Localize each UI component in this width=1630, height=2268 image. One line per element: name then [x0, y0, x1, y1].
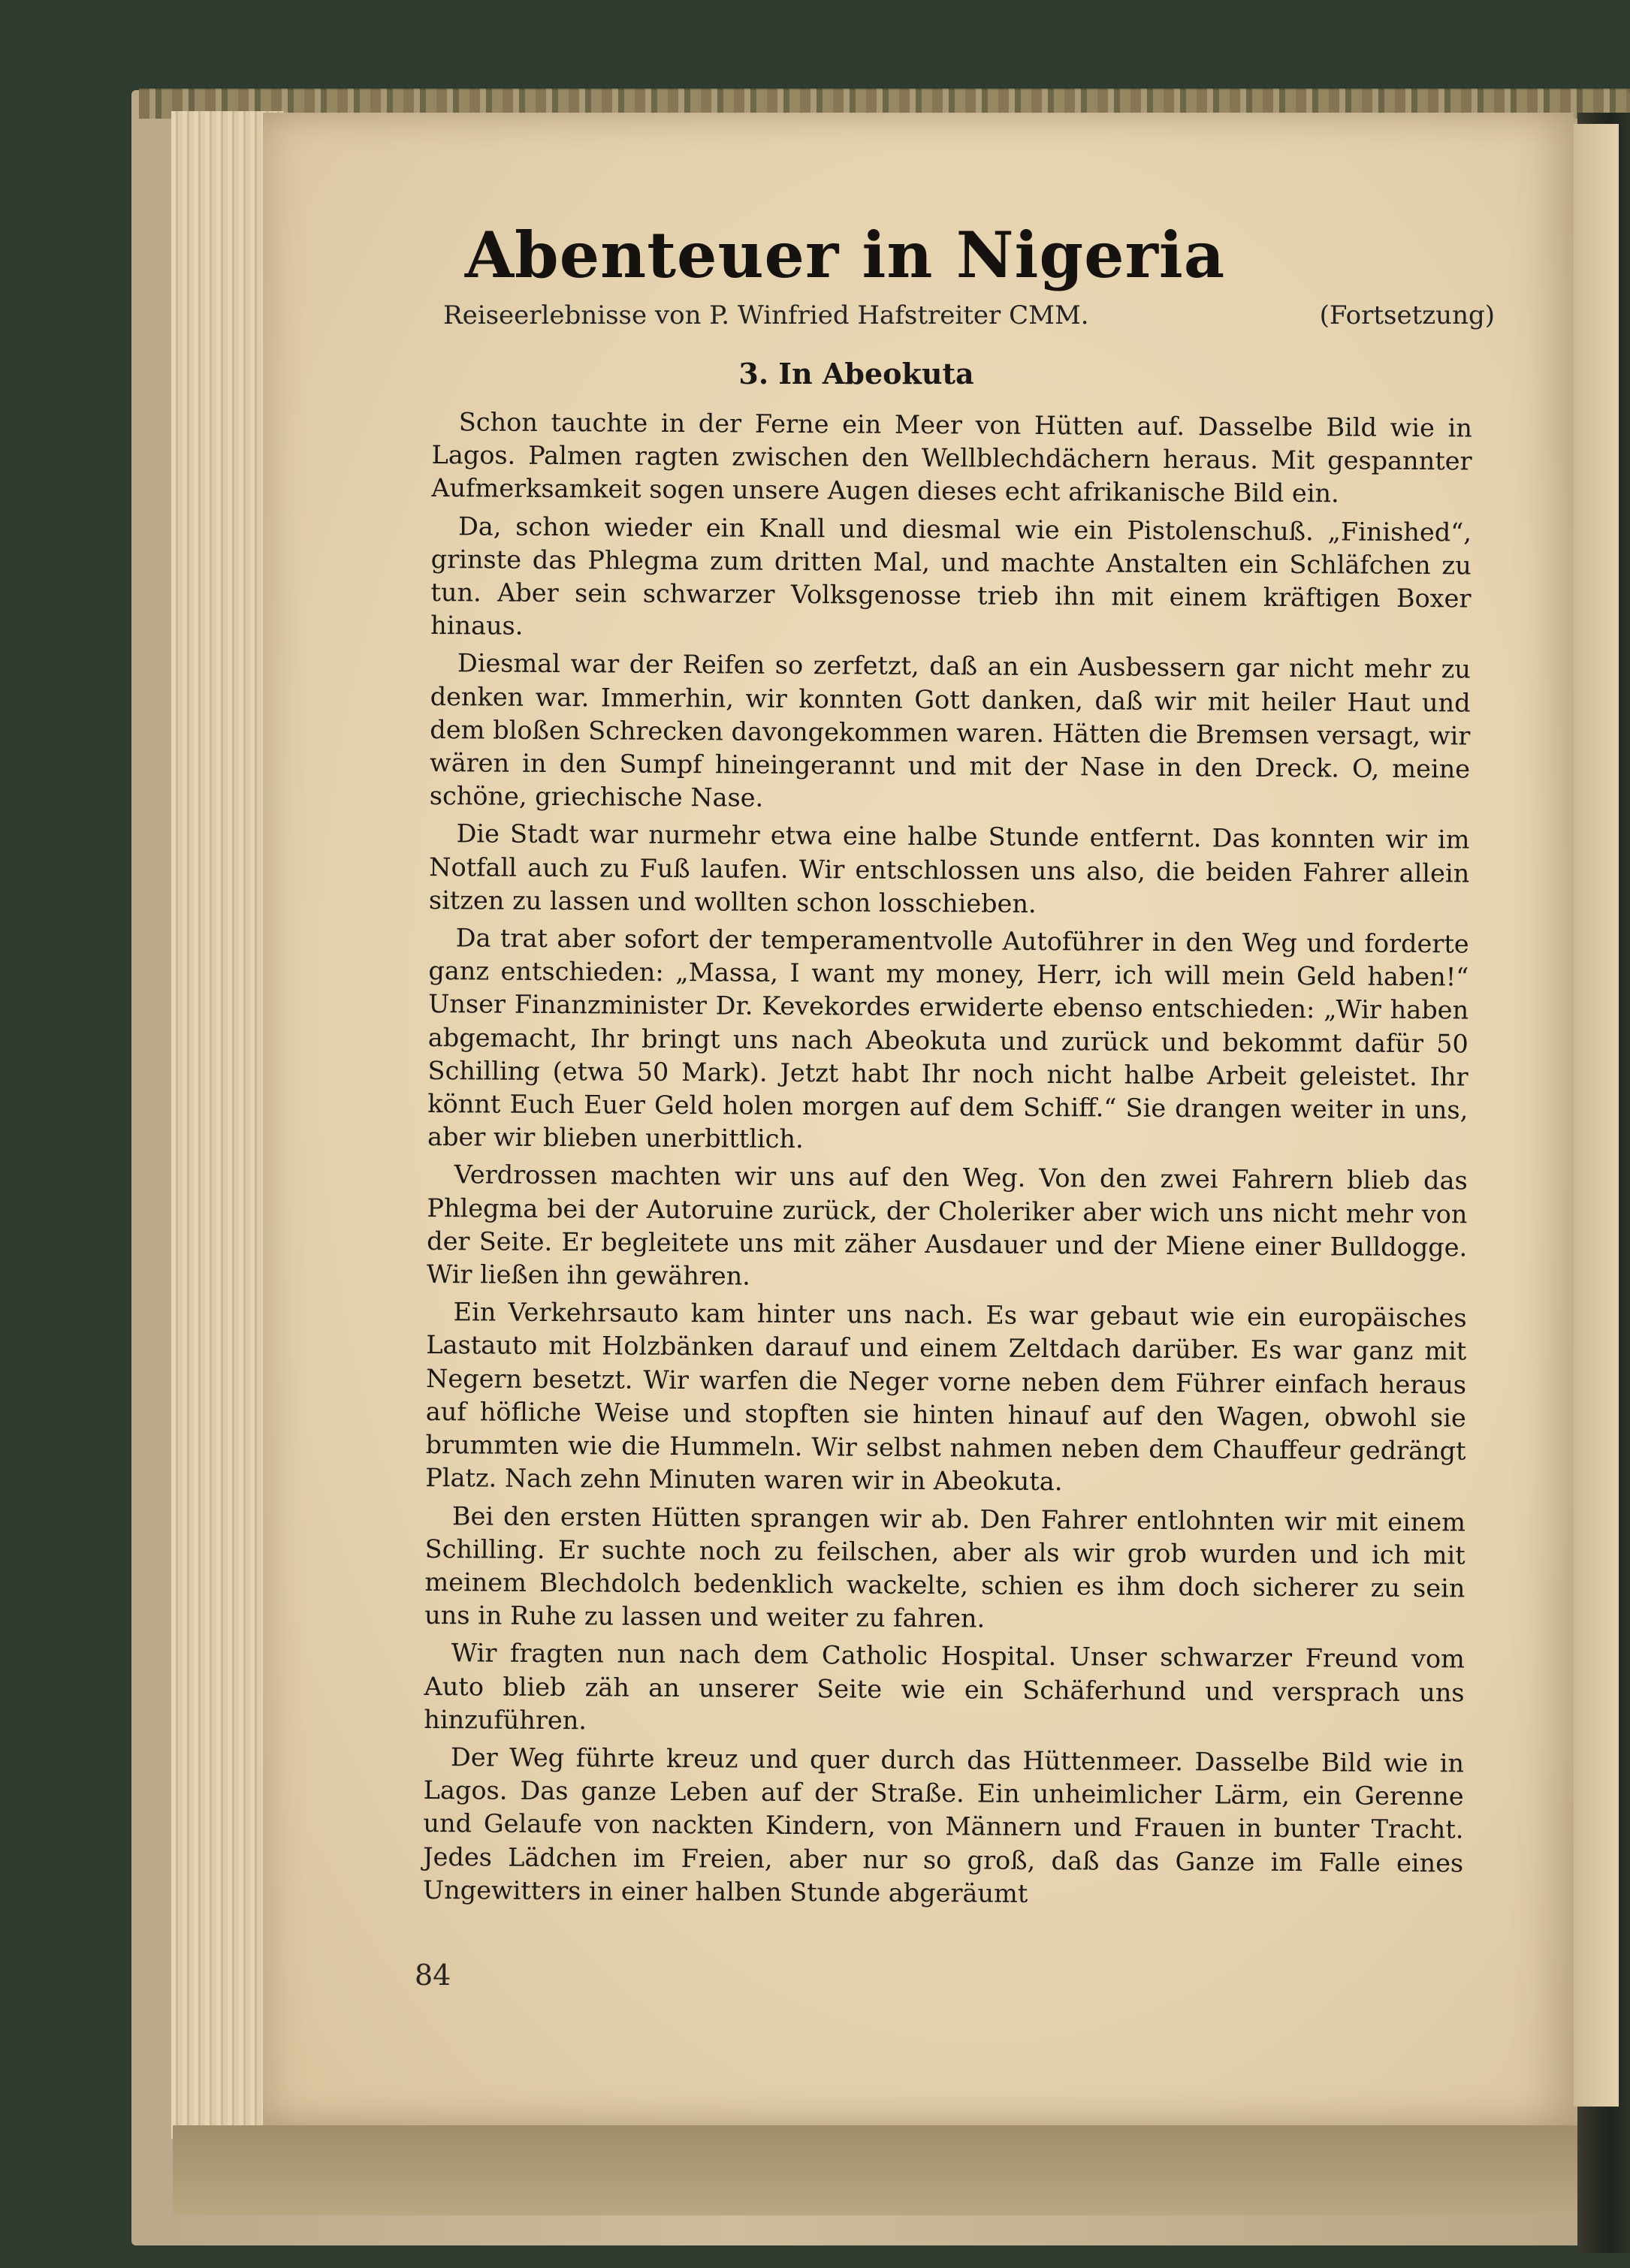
paragraph: Ein Verkehrsauto kam hinter uns nach. Es war gebaut wie ein europäisches Lastauto mit Holzbänken darauf und einem Zeltdach darüber. Es war ganz mit Negern besetzt. Wir warfen die Neger vorne neben dem Führer einfach heraus auf höfliche Weise und stopften sie hinten hinauf auf den Wagen, obwohl sie brummten wie die Hummeln. Wir selbst nahmen neben dem Chauffeur gedrängt Platz. Nach zehn Minuten waren wir in Abeokuta. — [425, 1297, 1467, 1497]
article-title: Abenteuer in Nigeria — [464, 218, 1226, 292]
byline-author: Reiseerlebnisse von P. Winfried Hafstreiter CMM. — [443, 300, 1089, 330]
paragraph: Diesmal war der Reifen so zerfetzt, daß an ein Ausbessern gar nicht mehr zu denken war. Immerhin, wir konnten Gott danken, daß wir mit heiler Haut und dem bloßen Schrecken davongekommen waren. Hätten die Bremsen versagt, wir wären in den Sumpf hineingerannt und mit der Nase in den Dreck. O, meine schöne, griechische Nase. — [429, 648, 1471, 813]
paragraph: Schon tauchte in der Ferne ein Meer von Hütten auf. Dasselbe Bild wie in Lagos. Palmen ragten zwischen den Wellblechdächern heraus. Mit gespannter Aufmerksamkeit sogen unsere Augen dieses echt afrikanische Bild ein. — [431, 407, 1472, 508]
paragraph: Der Weg führte kreuz und quer durch das Hüttenmeer. Dasselbe Bild wie in Lagos. Das ganze Leben auf der Straße. Ein unheimlicher Lärm, ein Gerenne und Gelaufe von nackten Kindern, von Männern und Frauen in bunter Tracht. Jedes Lädchen im Freien, aber nur so groß, daß das Ganze im Falle eines Ungewitters in einer halben Stunde abgeräumt — [422, 1742, 1465, 1908]
paragraph: Bei den ersten Hütten sprangen wir ab. Den Fahrer entlohnten wir mit einem Schilling. Er suchte noch zu feilschen, aber als wir grob wurden und ich mit meinem Blechdolch bedenklich wackelte, schien es ihm doch sicherer zu sein uns in Ruhe zu lassen und weiter zu fahren. — [424, 1500, 1466, 1633]
article-body — [423, 406, 1472, 1917]
paragraph: Wir fragten nun nach dem Catholic Hospital. Unser schwarzer Freund vom Auto blieb zäh an unserer Seite wie ein Schäferhund und versprach uns hinzuführen. — [424, 1638, 1465, 1736]
paragraph: Da trat aber sofort der temperamentvolle Autoführer in den Weg und forderte ganz entschieden: „Massa, I want my money, Herr, ich will mein Geld haben!“ Unser Finanzminister Dr. Kevekordes erwiderte ebenso entschieden: „Wir haben abgemacht, Ihr bringt uns nach Abeokuta und zurück und bekommt dafür 50 Schilling (etwa 50 Mark). Jetzt habt Ihr noch nicht halbe Arbeit geleistet. Ihr könnt Euch Euer Geld holen morgen auf dem Schiff.“ Sie drangen weiter in uns, aber wir blieben unerbittlich. — [427, 923, 1469, 1154]
paragraph: Die Stadt war nurmehr etwa eine halbe Stunde entfernt. Das konnten wir im Notfall auch zu Fuß laufen. Wir entschlossen uns also, die beiden Fahrer allein sitzen zu lassen und wollten schon losschieben. — [428, 819, 1470, 918]
paragraph: Da, schon wieder ein Knall und diesmal wie ein Pistolenschuß. „Finished“, grinste das Phlegma zum dritten Mal, und machte Anstalten ein Schläfchen zu tun. Aber sein schwarzer Volksgenosse trieb ihn mit einem kräftigen Boxer hinaus. — [430, 511, 1472, 641]
byline-continuation: (Fortsetzung) — [1319, 300, 1495, 330]
book-bottom-board — [173, 2125, 1577, 2215]
facing-page-edge — [1574, 124, 1619, 2107]
page-number: 84 — [415, 1959, 451, 1992]
section-heading: 3. In Abeokuta — [738, 357, 974, 391]
article-byline — [443, 300, 1495, 330]
paragraph: Verdrossen machten wir uns auf den Weg. Von den zwei Fahrern blieb das Phlegma bei der Autoruine zurück, der Choleriker aber wich uns nicht mehr von der Seite. Er begleitete uns mit zäher Ausdauer und der Miene einer Bulldogge. Wir ließen ihn gewähren. — [426, 1160, 1468, 1291]
